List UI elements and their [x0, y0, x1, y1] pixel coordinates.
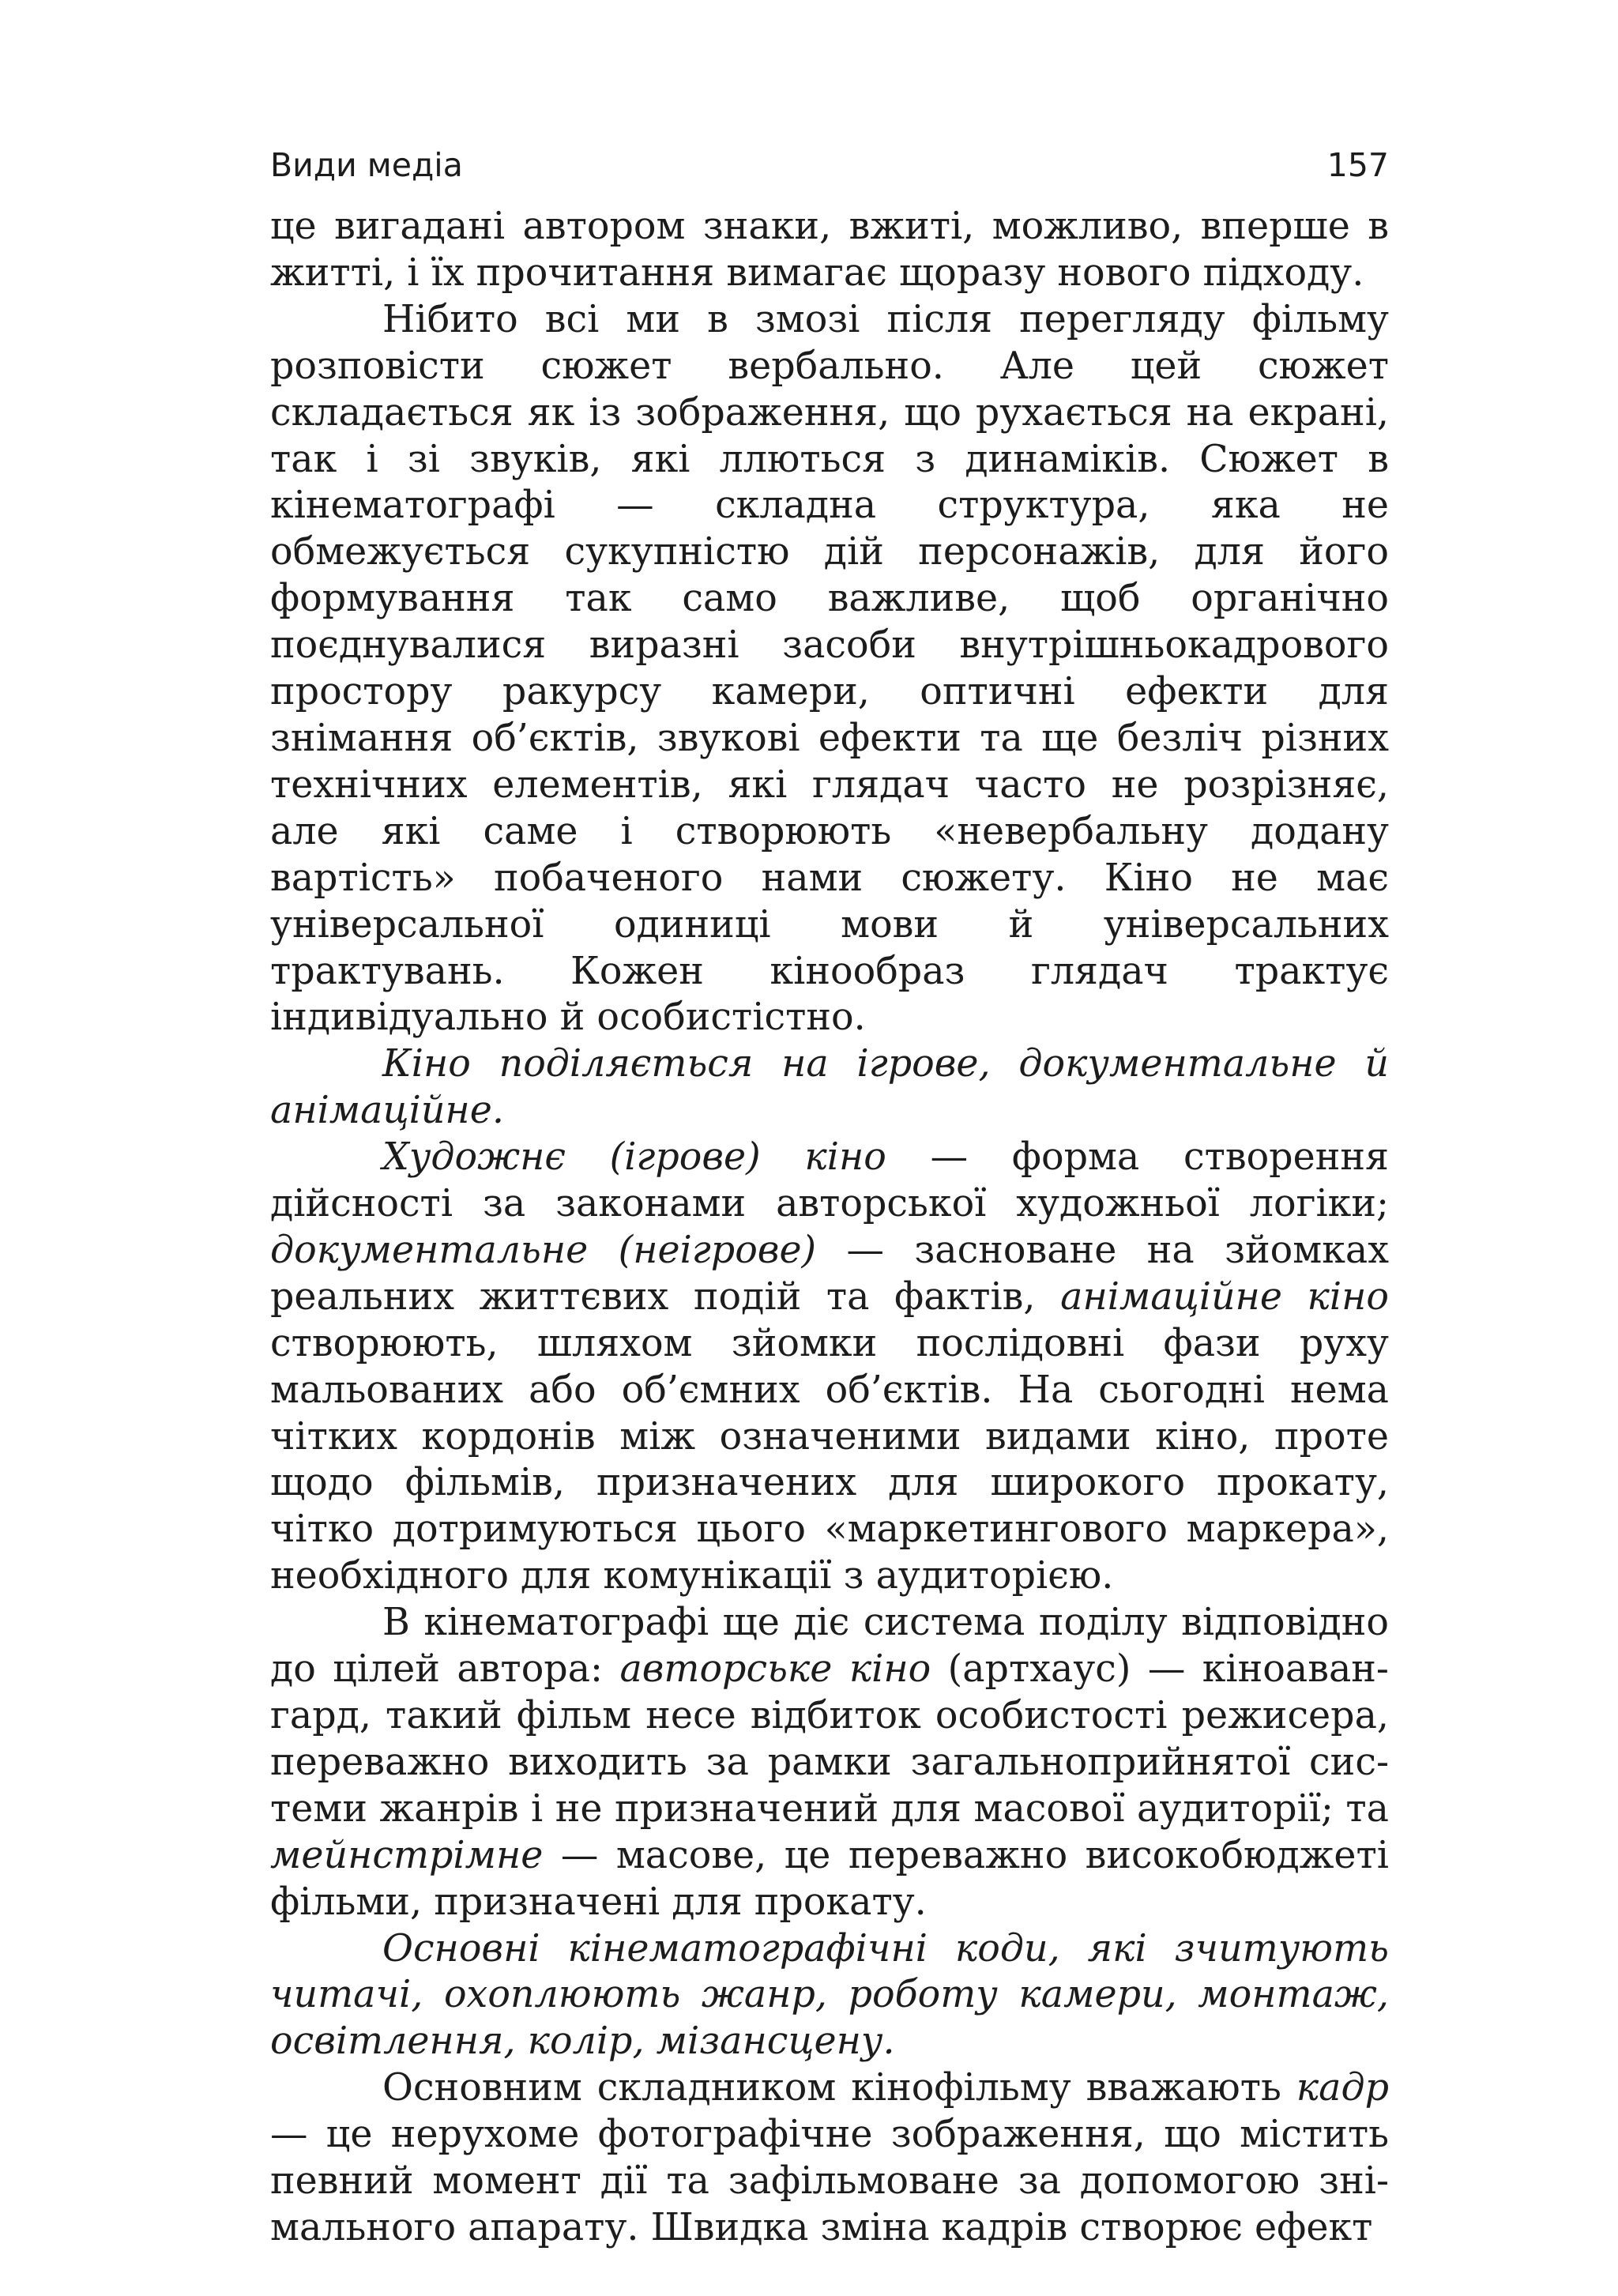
paragraph	[270, 204, 1389, 297]
text-run: — це нерухоме фотографічне зображення, що містить певний момент дії та зафільмоване за допомогою знімального апарату. Швидка зміна кадрів створює ефект	[270, 2113, 1389, 2249]
paragraph	[270, 1135, 1389, 1600]
section-title: Види медіа	[270, 146, 463, 184]
text-run: Нібито всі ми в змозі після перегляду фільму розповісти сюжет вербально. Але цей сюжет складається як із зображення, що рухається на екрані, так і зі звуків, які ллються з динаміків. Сюжет в кінематографі — складна структура, яка не обмежується сукупністю дій персонажів, для його формування так само важливе, щоб органічно поєднувалися виразні засоби внутрішньокадрового простору ракурсу камери, оптичні ефекти для знімання об’єктів, звукові ефекти та ще безліч різних технічних елементів, які глядач часто не розрізняє, але які саме і створюють «невербальну додану вартість» побаченого нами сюжету. Кіно не має універсальної одиниці мови й універсальних трактувань. Кожен кінообраз глядач трактує індивідуально й особистістно.	[270, 297, 1389, 1040]
italic-term: авторське кіно	[619, 1647, 931, 1692]
italic-term: Основні кінематографічні коди, які зчитують читачі, охоплюють жанр, роботу камери, монтаж, освітлення, колір, мізансцену.	[270, 1926, 1389, 2064]
italic-term: анімаційне кіно	[1060, 1274, 1389, 1319]
italic-term: кадр	[1296, 2066, 1389, 2110]
text-run: — масове, це переважно високобюджеті фільми, призначені для прокату.	[270, 1833, 1389, 1924]
paragraph	[270, 1041, 1389, 1135]
text-run: — форма створення дійсності за законами авторської художньої логіки;	[270, 1135, 1389, 1226]
text-run: — засноване на зйомках реальних життєвих подій та фактів,	[270, 1228, 1389, 1319]
paragraph	[270, 2065, 1389, 2252]
running-head	[270, 146, 1389, 194]
italic-term: мейнстрімне	[270, 1833, 544, 1877]
page-number: 157	[1326, 146, 1389, 184]
paragraph	[270, 1600, 1389, 1925]
paragraph	[270, 297, 1389, 1042]
italic-term: Художнє (ігрове) кіно	[382, 1135, 886, 1180]
text-run: В кінематографі ще діє система поділу відповідно до цілей автора:	[270, 1601, 1389, 1692]
text-run: (артхаус) — кіноавангард, такий фільм несе відбиток особистості режисера, переважно виходить за рамки загальноприйнятої системи жанрів і не призначений для масової аудиторії; та	[270, 1647, 1389, 1831]
text-run: це вигадані автором знаки, вжиті, можливо, вперше в житті, і їх прочитання вимагає щоразу нового підходу.	[270, 205, 1389, 295]
text-run: Основним складником кінофільму вважають	[382, 2066, 1296, 2110]
text-run: створюють, шляхом зйомки послідовні фази руху мальованих або об’ємних об’єктів. На сьогодні нема чітких кордонів між означеними видами кіно, проте щодо фільмів, призначених для широкого прокату, чітко дотримуються цього «маркетингового маркера», необхідного для комунікації з аудиторією.	[270, 1321, 1389, 1598]
body-text	[270, 204, 1389, 2252]
paragraph	[270, 1926, 1389, 2066]
italic-term: документальне (неігрове)	[270, 1228, 817, 1272]
italic-term: Кіно поділяється на ігрове, документальне й анімаційне.	[270, 1042, 1389, 1133]
